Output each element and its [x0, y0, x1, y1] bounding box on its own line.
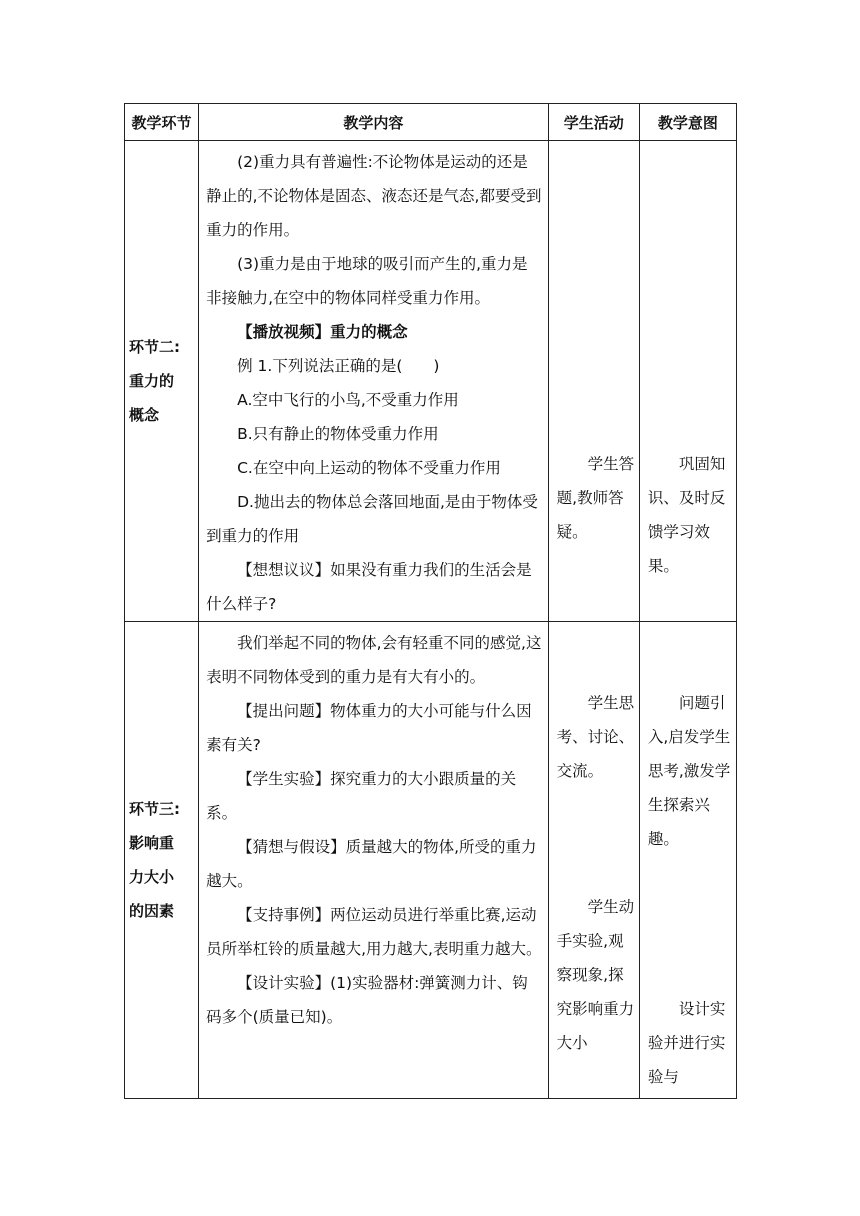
content-paragraph: 【想想议议】如果没有重力我们的生活会是什么样子? [206, 561, 532, 613]
student-activity-text: 学生动手实验,观察现象,探究影响重力大小 [556, 898, 635, 1052]
section-name-line: 重力的 [129, 372, 175, 390]
student-activity-cell [548, 141, 639, 622]
content-paragraph: 【猜想与假设】质量越大的物体,所受的重力越大。 [206, 838, 537, 890]
teaching-intent-text: 设计实验并进行实验与 [647, 1000, 726, 1086]
content-paragraph: 【学生实验】探究重力的大小跟质量的关系。 [206, 770, 517, 822]
section-name-line: 力大小 [129, 868, 175, 886]
header-content: 教学内容 [199, 104, 549, 141]
table-row-section2 [125, 141, 737, 622]
content-paragraph: 我们举起不同的物体,会有轻重不同的感觉,这表明不同物体受到的重力是有大有小的。 [206, 634, 542, 686]
content-paragraph: 【提出问题】物体重力的大小可能与什么因素有关? [206, 702, 532, 754]
example-question: 例 1.下列说法正确的是( ) [237, 357, 440, 375]
option-d: D.抛出去的物体总会落回地面,是由于物体受到重力的作用 [206, 493, 538, 545]
section-name-line: 概念 [129, 406, 160, 424]
teaching-intent-cell [639, 141, 736, 622]
section-name-cell [125, 622, 199, 1099]
content-paragraph: 【支持事例】两位运动员进行举重比赛,运动员所举杠铃的质量越大,用力越大,表明重力越大。 [206, 906, 542, 958]
header-section: 教学环节 [125, 104, 199, 141]
student-activity-text: 学生思考、讨论、交流。 [556, 694, 635, 780]
section-name-cell [125, 141, 199, 622]
table-row-section3 [125, 622, 737, 1099]
option-a: A.空中飞行的小鸟,不受重力作用 [237, 391, 459, 409]
teaching-intent-cell [639, 622, 736, 1099]
content-paragraph: (3)重力是由于地球的吸引而产生的,重力是非接触力,在空中的物体同样受重力作用。 [206, 255, 528, 307]
lesson-plan-table [124, 103, 737, 1099]
section-name-line: 环节三: [129, 800, 180, 818]
header-student-activity: 学生活动 [548, 104, 639, 141]
content-cell [199, 141, 549, 622]
content-paragraph: (2)重力具有普遍性:不论物体是运动的还是静止的,不论物体是固态、液态还是气态,都要受到重力的作用。 [206, 153, 542, 239]
section-name-line: 影响重 [129, 834, 175, 852]
content-cell [199, 622, 549, 1099]
video-heading: 【播放视频】重力的概念 [237, 323, 408, 341]
teaching-intent-text: 巩固知识、及时反馈学习效果。 [647, 455, 726, 575]
section-name-line: 环节二: [129, 338, 180, 356]
table-header-row [125, 104, 737, 141]
student-activity-text: 学生答题,教师答疑。 [556, 455, 635, 541]
student-activity-cell [548, 622, 639, 1099]
option-c: C.在空中向上运动的物体不受重力作用 [237, 459, 501, 477]
content-paragraph: 【设计实验】(1)实验器材:弹簧测力计、钩码多个(质量已知)。 [206, 974, 528, 1026]
teaching-intent-text: 问题引入,启发学生思考,激发学生探索兴趣。 [647, 694, 731, 848]
header-teaching-intent: 教学意图 [639, 104, 736, 141]
section-name-line: 的因素 [129, 902, 175, 920]
option-b: B.只有静止的物体受重力作用 [237, 425, 439, 443]
